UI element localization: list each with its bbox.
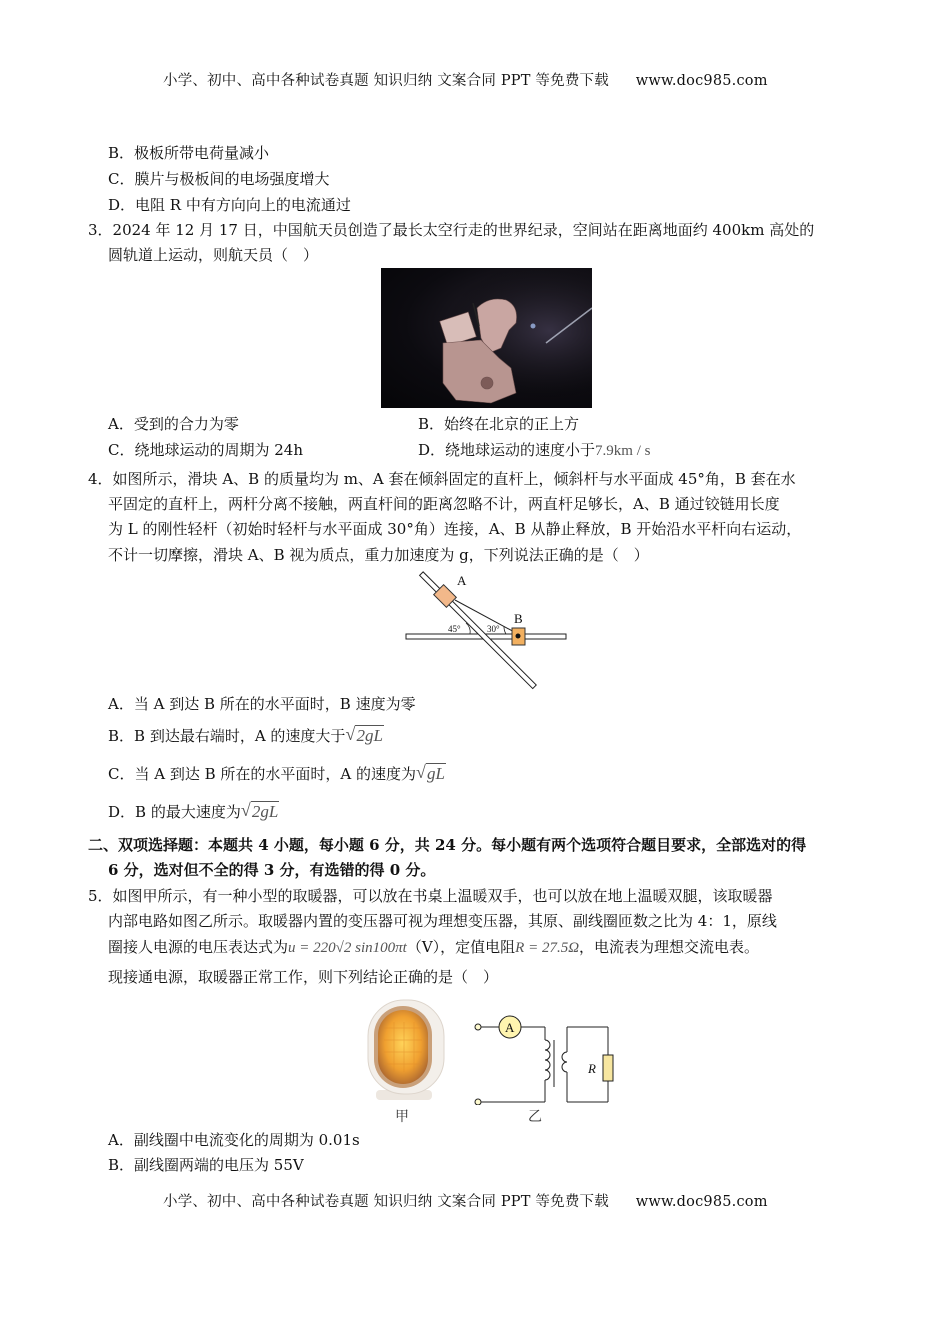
astronaut-spacewalk-photo <box>381 268 592 408</box>
transformer-circuit-diagram <box>470 1005 620 1105</box>
q2-option-c: C．膜片与极板间的电场强度增大 <box>108 170 330 188</box>
q2-option-b: B．极板所带电荷量减小 <box>108 144 270 162</box>
page-header <box>163 69 768 90</box>
q3-option-d: D．绕地球运动的速度小于7.9km / s <box>418 441 651 459</box>
q5-stem-line1: 5．如图甲所示，有一种小型的取暖器，可以放在书桌上温暖双手，也可以放在地上温暖双腿，该取暖器 <box>88 887 773 905</box>
q5-option-b: B．副线圈两端的电压为 55V <box>108 1156 304 1174</box>
angle-30: 30° <box>487 624 500 634</box>
figure-caption-jia: 甲 <box>395 1109 409 1125</box>
q3-stem-line2: 圆轨道上运动，则航天员（ ） <box>108 246 319 264</box>
heater-photo <box>364 998 448 1102</box>
voltage-formula: u = 220√2 sin100πt <box>288 940 407 956</box>
q4-option-d: D．B 的最大速度为 √ 2gL <box>108 800 279 824</box>
q4-stem-line4: 不计一切摩擦，滑块 A、B 视为质点，重力加速度为 g，下列说法正确的是（ ） <box>108 546 649 564</box>
footer-text: 小学、初中、高中各种试卷真题 知识归纳 文案合同 PPT 等免费下载 <box>163 1194 609 1210</box>
q5-option-a: A．副线圈中电流变化的周期为 0.01s <box>108 1131 360 1149</box>
label-b: B <box>514 611 523 626</box>
figure-caption-yi: 乙 <box>528 1109 542 1125</box>
angle-45: 45° <box>448 624 461 634</box>
section2-heading-line2: 6 分，选对但不全的得 3 分，有选错的得 0 分。 <box>108 861 436 879</box>
sqrt-formula: √ 2gL <box>240 800 279 821</box>
q4-option-a: A．当 A 到达 B 所在的水平面时，B 速度为零 <box>108 695 416 713</box>
q4-stem-line3: 为 L 的刚性轻杆（初始时轻杆与水平面成 30°角）连接，A、B 从静止释放，B 开始沿水平杆向右运动， <box>108 520 802 538</box>
q3-option-c: C．绕地球运动的周期为 24h <box>108 441 304 459</box>
section2-heading-line1: 二、双项选择题：本题共 4 小题，每小题 6 分，共 24 分。每小题有两个选项符合题目要求，全部选对的得 <box>88 836 807 854</box>
resistor-label: R <box>588 1061 596 1076</box>
q4-stem-line2: 平固定的直杆上，两杆分离不接触，两直杆间的距离忽略不计，两直杆足够长，A、B 通过铰链用长度 <box>108 495 780 513</box>
q4-option-b: B．B 到达最右端时，A 的速度大于 √ 2gL <box>108 724 384 748</box>
page-footer <box>163 1190 768 1211</box>
footer-url: www.doc985.com <box>635 1194 768 1210</box>
sqrt-formula: √ 2gL <box>345 724 383 745</box>
header-text: 小学、初中、高中各种试卷真题 知识归纳 文案合同 PPT 等免费下载 <box>163 73 609 89</box>
ammeter-label: A <box>505 1020 515 1035</box>
speed-formula: 7.9km / s <box>595 443 651 459</box>
label-a: A <box>457 573 467 588</box>
header-url: www.doc985.com <box>635 73 768 89</box>
q5-stem-line2: 内部电路如图乙所示。取暖器内置的变压器可视为理想变压器，其原、副线圈匝数之比为 4：1，原线 <box>108 912 777 930</box>
resistance-value: R = 27.5Ω <box>515 940 580 956</box>
sqrt-formula: √ gL <box>416 762 445 783</box>
q5-stem-line4: 现接通电源，取暖器正常工作，则下列结论正确的是（ ） <box>108 968 499 986</box>
q4-option-c: C．当 A 到达 B 所在的水平面时，A 的速度为 √ gL <box>108 762 446 786</box>
q4-slider-diagram <box>403 568 573 690</box>
q3-option-b: B．始终在北京的正上方 <box>418 415 580 433</box>
q4-stem-line1: 4．如图所示，滑块 A、B 的质量均为 m、A 套在倾斜固定的直杆上，倾斜杆与水平面成 45°角，B 套在水 <box>88 470 796 488</box>
q2-option-d: D．电阻 R 中有方向向上的电流通过 <box>108 196 351 214</box>
q3-stem-line1: 3．2024 年 12 月 17 日，中国航天员创造了最长太空行走的世界纪录，空间站在距离地面约 400km 高处的 <box>88 221 815 239</box>
q5-stem-line3: 圈接人电源的电压表达式为u = 220√2 sin100πt（V），定值电阻R = 27.5Ω，电流表为理想交流电表。 <box>108 938 760 956</box>
q3-option-a: A．受到的合力为零 <box>108 415 239 433</box>
